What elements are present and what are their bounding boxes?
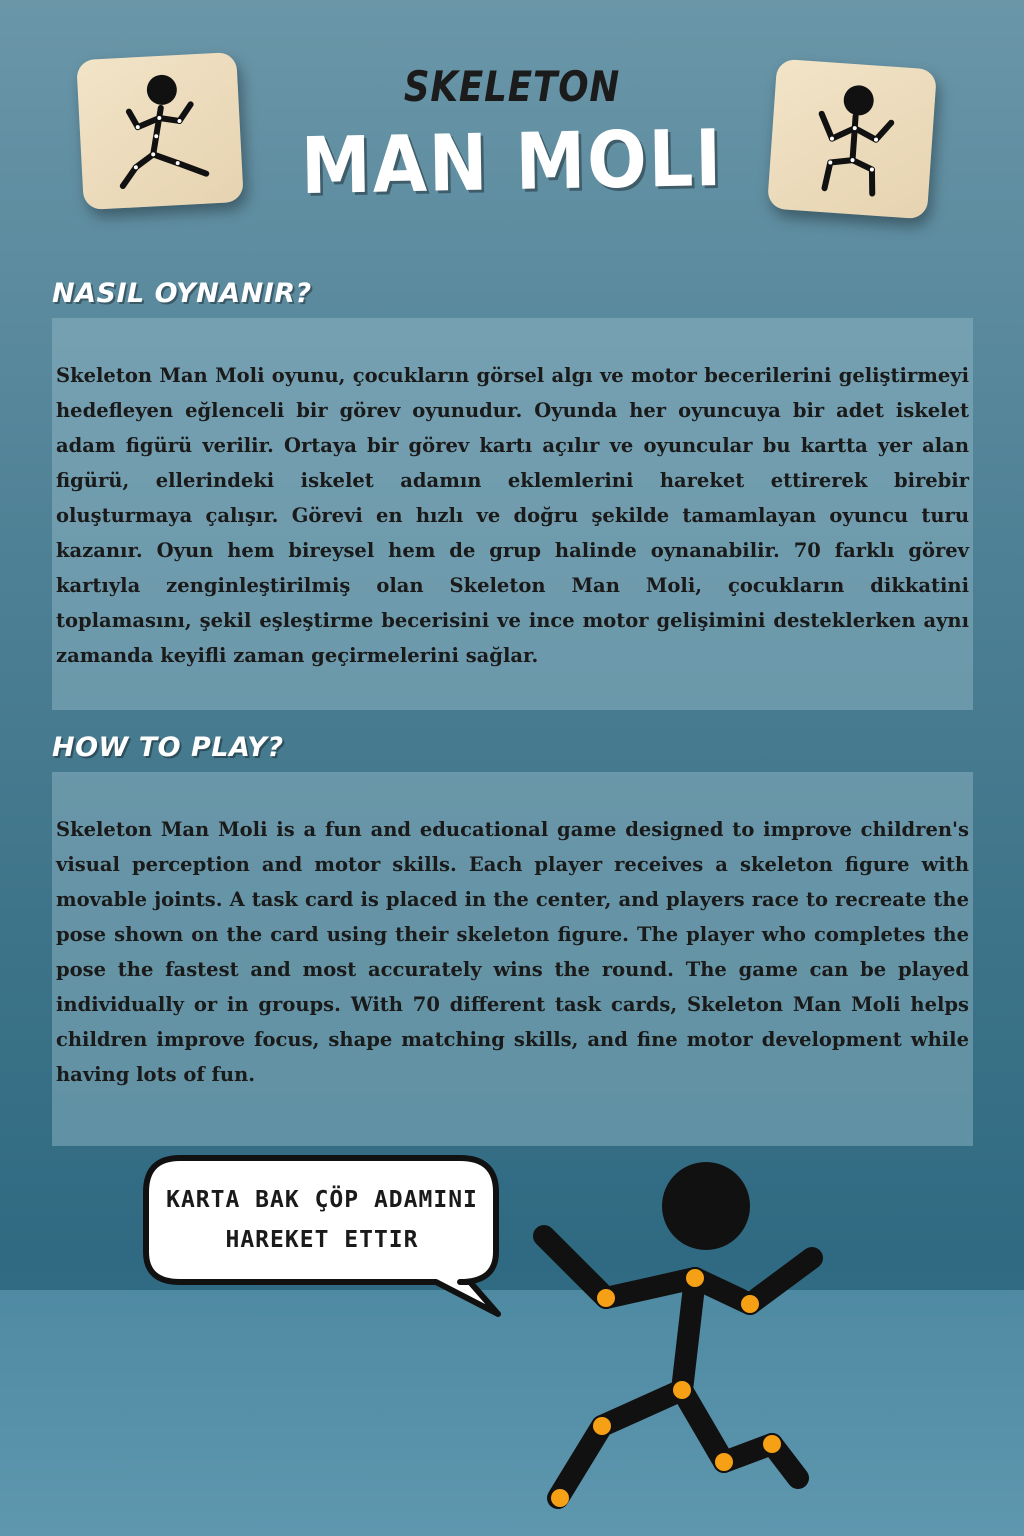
turkish-description-text: Skeleton Man Moli oyunu, çocukların görsel algı ve motor becerilerini geliştirmeyi hedefleyen eğlenceli bir görev oyunudur. Oyunda her oyuncuya bir adet iskelet adam figürü verilir. Ortaya bir görev kartı açılır ve oyuncular bu kartta yer alan figürü, ellerindeki iskelet adamın eklemlerini hareket ettirerek birebir oluşturmaya çalışır. Görevi en hızlı ve doğru şekilde tamamlayan oyuncu turu kazanır. Oyun hem bireysel hem de grup halinde oynanabilir. 70 farklı görev kartıyla zenginleştirilmiş olan Skeleton Man Moli, çocukların dikkatini toplamasını, şekil eşleştirme becerisini ve ince motor gelişimini desteklerken aynı zamanda keyifli zaman geçirmelerini sağlar. — [56, 364, 969, 667]
stick-figure-card-left — [76, 52, 244, 210]
english-description-text: Skeleton Man Moli is a fun and educational game designed to improve children's visual perception and motor skills. Each player receives a skeleton figure with movable joints. A task card is placed in the center, and players race to recreate the pose shown on the card using their skeleton figure. The player who completes the pose the fastest and most accurately wins the round. The game can be played individually or in groups. With 70 different task cards, Skeleton Man Moli helps children improve focus, shape matching skills, and fine motor development while having lots of fun. — [56, 818, 969, 1086]
title-man-moli: MAN MOLI — [300, 113, 724, 213]
turkish-description-panel — [52, 318, 973, 710]
english-description-panel — [52, 772, 973, 1146]
turkish-section-heading: NASIL OYNANIR? — [52, 278, 312, 309]
running-figure-icon — [76, 52, 244, 210]
large-skeleton-figure — [500, 1160, 840, 1536]
skeleton-figure-icon — [500, 1160, 840, 1536]
title-skeleton: SKELETON — [403, 62, 621, 111]
dancing-figure-icon — [767, 59, 937, 220]
english-section-heading: HOW TO PLAY? — [52, 732, 284, 763]
speech-bubble-text — [142, 1180, 502, 1260]
speech-bubble-line-2: HAREKET ETTIR — [225, 1227, 419, 1253]
speech-bubble-line-1: KARTA BAK ÇÖP ADAMINI — [166, 1187, 478, 1213]
stick-figure-card-right — [767, 59, 937, 220]
